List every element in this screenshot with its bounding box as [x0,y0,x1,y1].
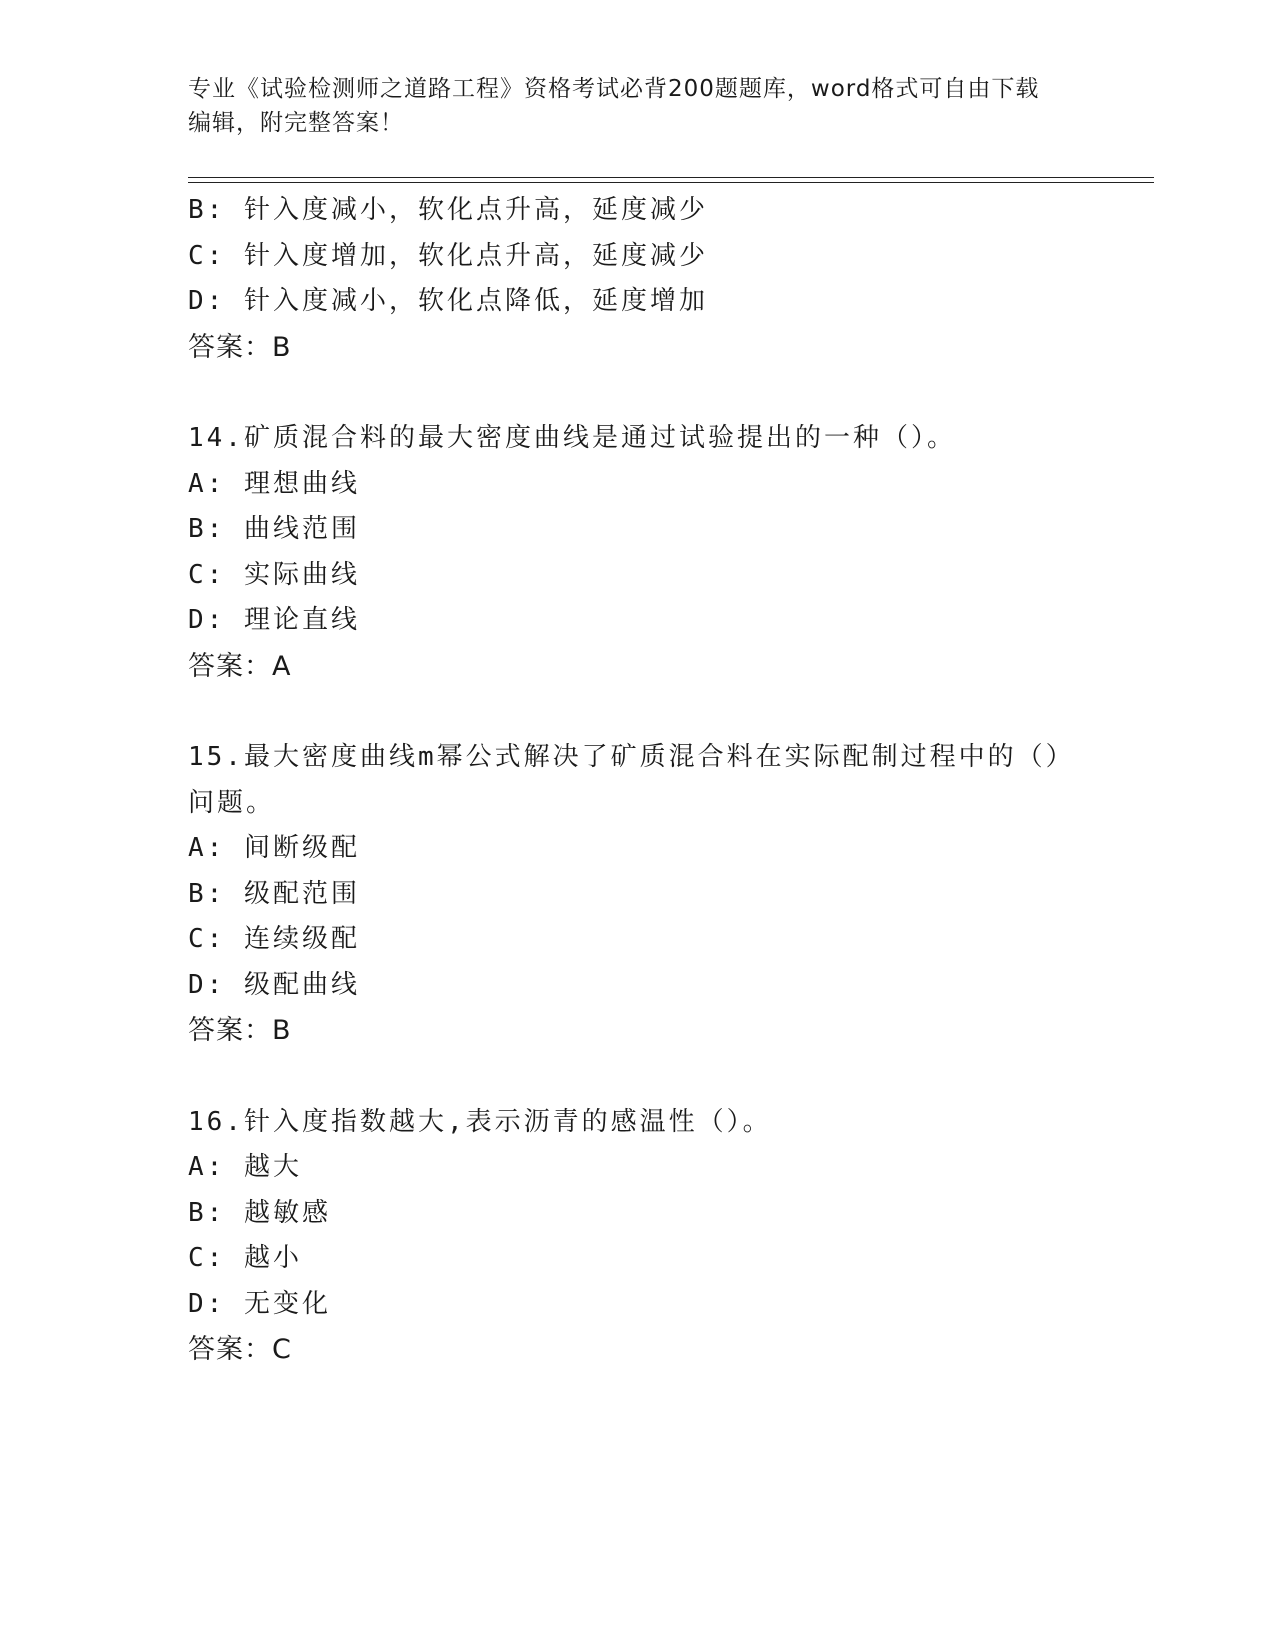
question-text-line-2: 问题。 [188,787,276,818]
header-title-line-1: 专业《试验检测师之道路工程》资格考试必背200题题库，word格式可自由下载 [188,76,1040,102]
option-d: D: 无变化 [188,1288,331,1319]
document-header [188,72,1088,140]
option-c: C: 针入度增加，软化点升高，延度减少 [188,240,708,271]
answer: 答案：C [188,1334,292,1365]
option-c: C: 连续级配 [188,924,360,954]
question-15 [188,735,1148,1054]
option-d: D: 针入度减小，软化点降低，延度增加 [188,286,708,316]
answer: 答案：A [188,650,292,682]
spacer [188,1054,1148,1100]
option-c: C: 越小 [188,1243,302,1273]
option-b: B: 越敏感 [188,1197,331,1228]
question-text: 16.针入度指数越大,表示沥青的感温性（）。 [188,1106,772,1137]
option-a: A: 越大 [188,1152,302,1182]
answer: 答案：B [188,1015,292,1046]
spacer [188,370,1148,416]
question-list [188,188,1148,1373]
option-d: D: 级配曲线 [188,969,360,1000]
option-d: D: 理论直线 [188,605,360,635]
option-c: C: 实际曲线 [188,559,360,590]
header-divider-bottom [188,182,1154,183]
option-a: A: 间断级配 [188,833,360,863]
question-16 [188,1100,1148,1373]
question-text-line-1: 15.最大密度曲线m幂公式解决了矿质混合料在实际配制过程中的（） [188,742,1075,772]
question-13 [188,188,1148,370]
question-text: 14.矿质混合料的最大密度曲线是通过试验提出的一种（）。 [188,423,956,453]
option-b: B: 曲线范围 [188,514,360,544]
spacer [188,689,1148,735]
question-14 [188,416,1148,689]
option-b: B: 针入度减小，软化点升高，延度减少 [188,195,708,225]
option-a: A: 理想曲线 [188,468,360,499]
header-divider-top [188,177,1154,178]
header-title-line-2: 编辑，附完整答案！ [188,110,404,136]
option-b: B: 级配范围 [188,878,360,909]
answer: 答案：B [188,331,292,363]
